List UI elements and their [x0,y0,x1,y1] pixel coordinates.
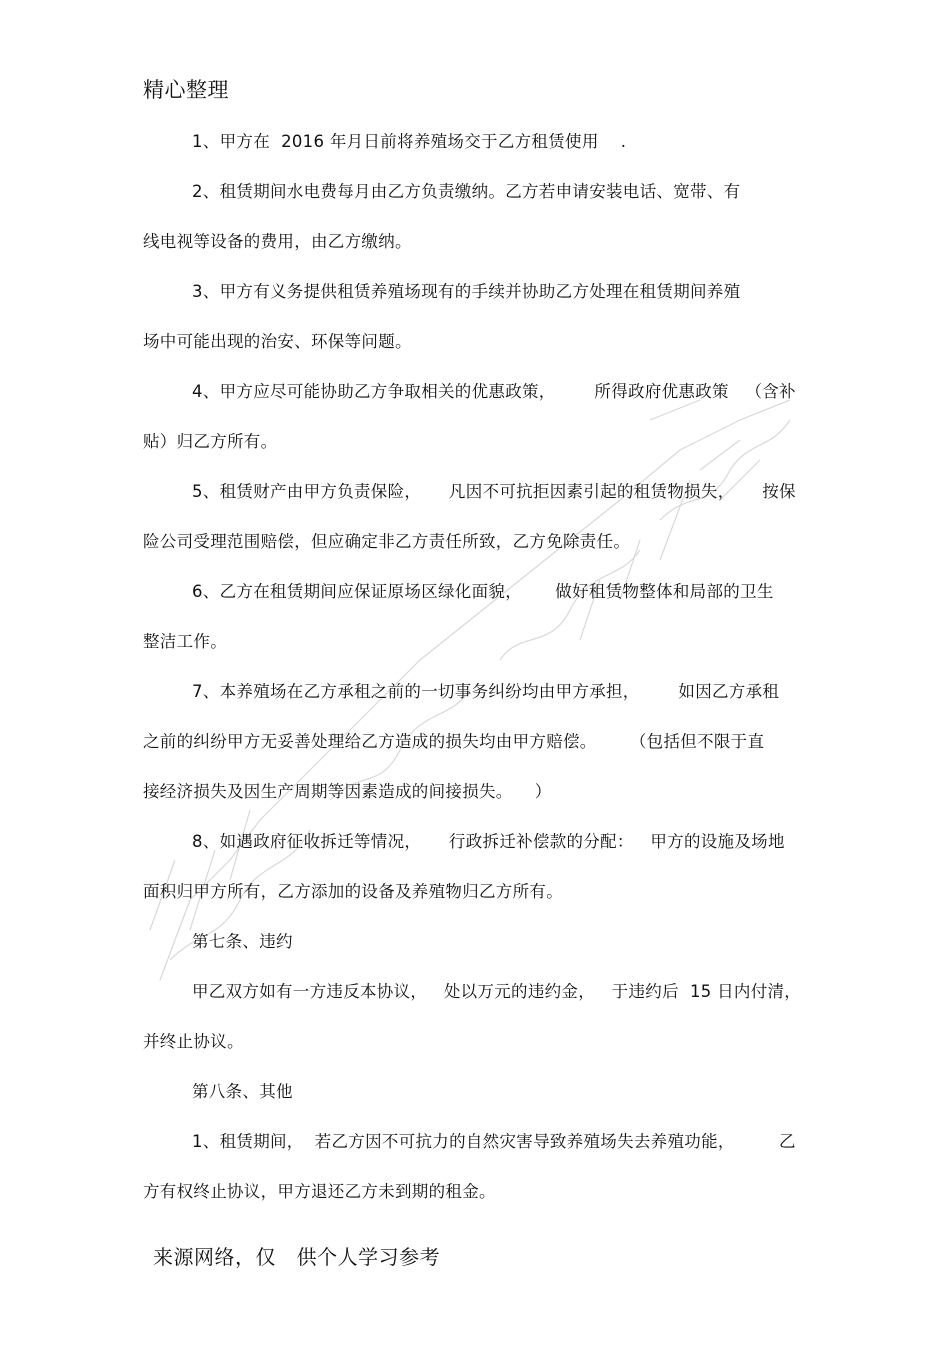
article-7-line-1: 甲乙双方如有一方违反本协议， 处以万元的违约金， 于违约后 15 日内付清， [192,982,802,1001]
clause-7-line-3: 接经济损失及因生产周期等因素造成的间接损失。 ） [143,782,552,801]
page-header-title: 精心整理 [143,78,229,102]
clause-8-line-2: 面积归甲方所有，乙方添加的设备及养殖物归乙方所有。 [143,882,563,901]
article-8-heading: 第八条、其他 [192,1082,293,1101]
clause-2-line-1: 2、租赁期间水电费每月由乙方负责缴纳。乙方若申请安装电话、宽带、有 [192,182,741,201]
clause-5-line-1: 5、租赁财产由甲方负责保险， 凡因不可抗拒因素引起的租赁物损失， 按保 [192,482,796,501]
clause-4-line-1: 4、甲方应尽可能协助乙方争取相关的优惠政策， 所得政府优惠政策 （含补 [192,382,796,401]
clause-3-line-2: 场中可能出现的治安、环保等问题。 [143,332,412,351]
article-8-clause-1-line-1: 1、租赁期间， 若乙方因不可抗力的自然灾害导致养殖场失去养殖功能， 乙 [192,1132,796,1151]
clause-4-line-2: 贴）归乙方所有。 [143,432,278,451]
clause-8-line-1: 8、如遇政府征收拆迁等情况， 行政拆迁补偿款的分配： 甲方的设施及场地 [192,832,785,851]
clause-2-line-2: 线电视等设备的费用，由乙方缴纳。 [143,232,412,251]
article-8-clause-1-line-2: 方有权终止协议，甲方退还乙方未到期的租金。 [143,1182,496,1201]
clause-1-line-1: 1、甲方在 2016 年月日前将养殖场交于乙方租赁使用 . [192,132,627,151]
clause-7-line-2: 之前的纠纷甲方无妥善处理给乙方造成的损失均由甲方赔偿。 （包括但不限于直 [143,732,765,751]
clause-6-line-1: 6、乙方在租赁期间应保证原场区绿化面貌， 做好租赁物整体和局部的卫生 [192,582,774,601]
clause-7-line-1: 7、本养殖场在乙方承租之前的一切事务纠纷均由甲方承担， 如因乙方承租 [192,682,780,701]
clause-5-line-2: 险公司受理范围赔偿，但应确定非乙方责任所致，乙方免除责任。 [143,532,631,551]
article-7-line-2: 并终止协议。 [143,1032,244,1051]
clause-6-line-2: 整洁工作。 [143,632,227,651]
page-footer-text: 来源网络，仅 供个人学习参考 [153,1245,441,1269]
article-7-heading: 第七条、违约 [192,932,293,951]
clause-3-line-1: 3、甲方有义务提供租赁养殖场现有的手续并协助乙方处理在租赁期间养殖 [192,282,741,301]
